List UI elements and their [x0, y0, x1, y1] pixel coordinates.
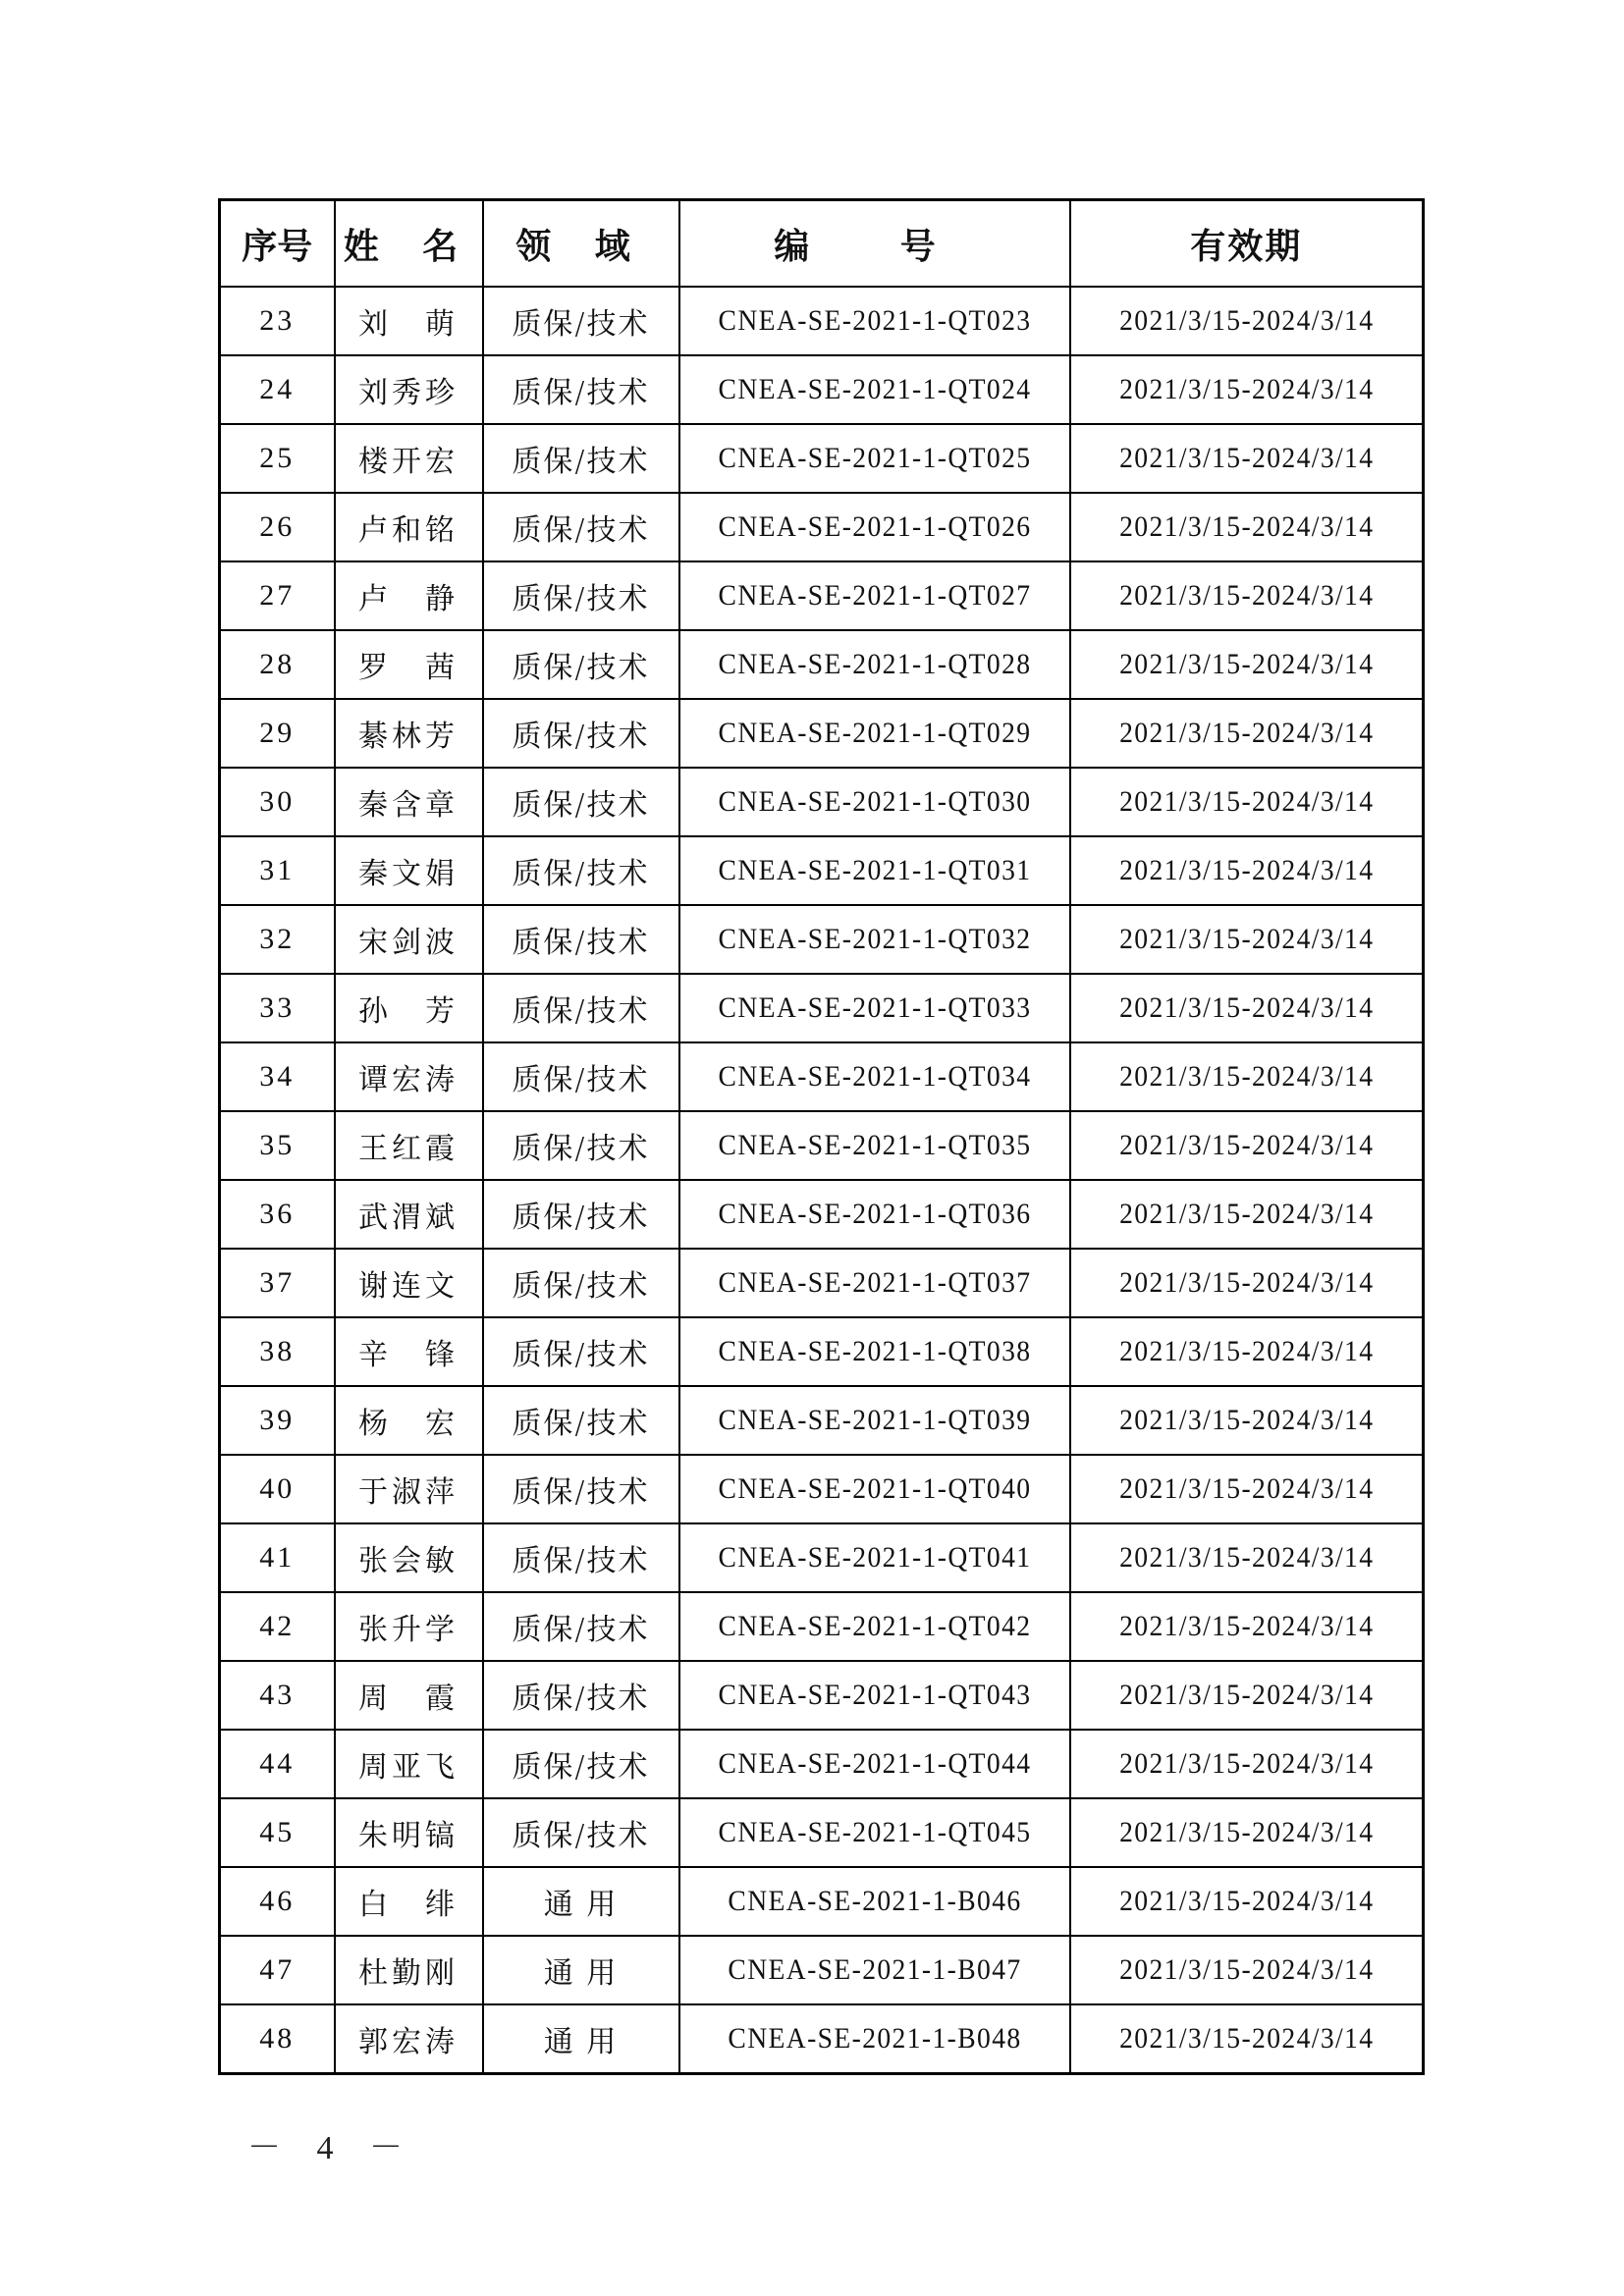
- cell-field: 通 用: [483, 2004, 679, 2074]
- cell-name: 张会敏: [335, 1523, 483, 1592]
- table-row: [220, 1386, 1424, 1455]
- cell-field: 质保/技术: [483, 1661, 679, 1730]
- table-row: [220, 1317, 1424, 1386]
- cell-validity: 2021/3/15-2024/3/14: [1084, 493, 1409, 561]
- cell-index: 36: [220, 1180, 335, 1249]
- table-row: [220, 836, 1424, 905]
- cell-field: 质保/技术: [483, 1523, 679, 1592]
- cell-field: 质保/技术: [483, 287, 679, 355]
- table-row: [220, 974, 1424, 1042]
- cell-code: CNEA-SE-2021-1-QT033: [694, 974, 1054, 1042]
- table-row: [220, 1730, 1424, 1798]
- cell-name: 綦林芳: [335, 699, 483, 768]
- cell-field: 质保/技术: [483, 836, 679, 905]
- cell-validity: 2021/3/15-2024/3/14: [1084, 1592, 1409, 1661]
- cell-index: 30: [220, 768, 335, 836]
- cell-index: 37: [220, 1249, 335, 1317]
- cell-name: 杜勤刚: [335, 1936, 483, 2004]
- cell-name: 周亚飞: [335, 1730, 483, 1798]
- cell-code: CNEA-SE-2021-1-QT028: [694, 630, 1054, 699]
- table-row: [220, 1523, 1424, 1592]
- table-row: [220, 1936, 1424, 2004]
- cell-name: 卢 静: [335, 561, 483, 630]
- cell-validity: 2021/3/15-2024/3/14: [1084, 768, 1409, 836]
- cell-code: CNEA-SE-2021-1-QT029: [694, 699, 1054, 768]
- cell-field: 质保/技术: [483, 355, 679, 424]
- cell-validity: 2021/3/15-2024/3/14: [1084, 561, 1409, 630]
- table-row: [220, 1455, 1424, 1523]
- cell-validity: 2021/3/15-2024/3/14: [1084, 1661, 1409, 1730]
- header-index: 序号: [220, 200, 335, 288]
- cell-field: 质保/技术: [483, 699, 679, 768]
- table-row: [220, 905, 1424, 974]
- cell-name: 白 绯: [335, 1867, 483, 1936]
- table-row: [220, 1798, 1424, 1867]
- cell-validity: 2021/3/15-2024/3/14: [1084, 2004, 1409, 2074]
- cell-code: CNEA-SE-2021-1-QT034: [694, 1042, 1054, 1111]
- cell-index: 24: [220, 355, 335, 424]
- cell-field: 质保/技术: [483, 630, 679, 699]
- cell-validity: 2021/3/15-2024/3/14: [1084, 630, 1409, 699]
- table-row: [220, 1180, 1424, 1249]
- cell-code: CNEA-SE-2021-1-B048: [694, 2004, 1054, 2074]
- table-row: [220, 424, 1424, 493]
- cell-validity: 2021/3/15-2024/3/14: [1084, 355, 1409, 424]
- header-validity: 有效期: [1070, 200, 1424, 288]
- cell-code: CNEA-SE-2021-1-QT036: [694, 1180, 1054, 1249]
- cell-validity: 2021/3/15-2024/3/14: [1084, 1317, 1409, 1386]
- cell-validity: 2021/3/15-2024/3/14: [1084, 424, 1409, 493]
- cell-index: 35: [220, 1111, 335, 1180]
- cell-name: 宋剑波: [335, 905, 483, 974]
- table-row: [220, 1111, 1424, 1180]
- cell-code: CNEA-SE-2021-1-QT045: [694, 1798, 1054, 1867]
- cell-index: 25: [220, 424, 335, 493]
- cell-validity: 2021/3/15-2024/3/14: [1084, 1455, 1409, 1523]
- cell-field: 质保/技术: [483, 905, 679, 974]
- table-row: [220, 1592, 1424, 1661]
- cell-index: 38: [220, 1317, 335, 1386]
- cell-index: 45: [220, 1798, 335, 1867]
- page-number: － 4 －: [247, 2130, 416, 2166]
- cell-validity: 2021/3/15-2024/3/14: [1084, 1867, 1409, 1936]
- cell-validity: 2021/3/15-2024/3/14: [1084, 1386, 1409, 1455]
- cell-name: 武渭斌: [335, 1180, 483, 1249]
- header-field: 领 域: [483, 200, 679, 288]
- cell-index: 29: [220, 699, 335, 768]
- cell-code: CNEA-SE-2021-1-QT030: [694, 768, 1054, 836]
- cell-index: 40: [220, 1455, 335, 1523]
- cell-code: CNEA-SE-2021-1-QT044: [694, 1730, 1054, 1798]
- cell-name: 谭宏涛: [335, 1042, 483, 1111]
- cell-name: 于淑萍: [335, 1455, 483, 1523]
- cell-index: 28: [220, 630, 335, 699]
- cell-code: CNEA-SE-2021-1-QT035: [694, 1111, 1054, 1180]
- cell-index: 31: [220, 836, 335, 905]
- cell-field: 质保/技术: [483, 1111, 679, 1180]
- cell-code: CNEA-SE-2021-1-QT031: [694, 836, 1054, 905]
- cell-code: CNEA-SE-2021-1-QT032: [694, 905, 1054, 974]
- table-row: [220, 699, 1424, 768]
- cell-field: 质保/技术: [483, 1592, 679, 1661]
- cell-name: 王红霞: [335, 1111, 483, 1180]
- cell-name: 秦含章: [335, 768, 483, 836]
- cell-code: CNEA-SE-2021-1-QT039: [694, 1386, 1054, 1455]
- cell-code: CNEA-SE-2021-1-B047: [694, 1936, 1054, 2004]
- cell-code: CNEA-SE-2021-1-QT040: [694, 1455, 1054, 1523]
- cell-validity: 2021/3/15-2024/3/14: [1084, 1798, 1409, 1867]
- cell-validity: 2021/3/15-2024/3/14: [1084, 836, 1409, 905]
- cell-field: 质保/技术: [483, 1042, 679, 1111]
- cell-validity: 2021/3/15-2024/3/14: [1084, 699, 1409, 768]
- cell-index: 33: [220, 974, 335, 1042]
- cell-index: 48: [220, 2004, 335, 2074]
- cell-index: 23: [220, 287, 335, 355]
- cell-field: 通 用: [483, 1867, 679, 1936]
- cell-field: 质保/技术: [483, 1730, 679, 1798]
- cell-validity: 2021/3/15-2024/3/14: [1084, 287, 1409, 355]
- cell-code: CNEA-SE-2021-1-QT023: [694, 287, 1054, 355]
- cell-code: CNEA-SE-2021-1-QT025: [694, 424, 1054, 493]
- cell-field: 质保/技术: [483, 1249, 679, 1317]
- header-name: 姓 名: [335, 200, 483, 288]
- cell-field: 质保/技术: [483, 768, 679, 836]
- header-code: 编 号: [679, 200, 1070, 288]
- cell-field: 质保/技术: [483, 1386, 679, 1455]
- cell-validity: 2021/3/15-2024/3/14: [1084, 1180, 1409, 1249]
- cell-validity: 2021/3/15-2024/3/14: [1084, 1936, 1409, 2004]
- table-row: [220, 1249, 1424, 1317]
- cell-index: 34: [220, 1042, 335, 1111]
- table-row: [220, 1042, 1424, 1111]
- cell-name: 朱明镐: [335, 1798, 483, 1867]
- cell-code: CNEA-SE-2021-1-QT026: [694, 493, 1054, 561]
- cell-field: 质保/技术: [483, 1798, 679, 1867]
- cell-index: 44: [220, 1730, 335, 1798]
- cell-field: 通 用: [483, 1936, 679, 2004]
- cell-index: 39: [220, 1386, 335, 1455]
- cell-validity: 2021/3/15-2024/3/14: [1084, 1730, 1409, 1798]
- cell-name: 刘秀珍: [335, 355, 483, 424]
- cell-index: 43: [220, 1661, 335, 1730]
- table-row: [220, 493, 1424, 561]
- cell-field: 质保/技术: [483, 974, 679, 1042]
- table-row: [220, 630, 1424, 699]
- cell-validity: 2021/3/15-2024/3/14: [1084, 1111, 1409, 1180]
- table-row: [220, 1661, 1424, 1730]
- cell-index: 47: [220, 1936, 335, 2004]
- table-row: [220, 768, 1424, 836]
- table-row: [220, 287, 1424, 355]
- cell-index: 42: [220, 1592, 335, 1661]
- cell-validity: 2021/3/15-2024/3/14: [1084, 974, 1409, 1042]
- cell-code: CNEA-SE-2021-1-QT037: [694, 1249, 1054, 1317]
- cell-index: 27: [220, 561, 335, 630]
- cell-code: CNEA-SE-2021-1-QT027: [694, 561, 1054, 630]
- cell-name: 郭宏涛: [335, 2004, 483, 2074]
- cell-name: 辛 锋: [335, 1317, 483, 1386]
- cell-field: 质保/技术: [483, 1317, 679, 1386]
- cell-name: 卢和铭: [335, 493, 483, 561]
- cell-validity: 2021/3/15-2024/3/14: [1084, 1042, 1409, 1111]
- cell-code: CNEA-SE-2021-1-QT024: [694, 355, 1054, 424]
- cell-field: 质保/技术: [483, 424, 679, 493]
- table-row: [220, 2004, 1424, 2074]
- cell-name: 杨 宏: [335, 1386, 483, 1455]
- cell-name: 刘 萌: [335, 287, 483, 355]
- cell-code: CNEA-SE-2021-1-QT038: [694, 1317, 1054, 1386]
- table-header-row: [220, 200, 1424, 288]
- cell-index: 26: [220, 493, 335, 561]
- table-row: [220, 561, 1424, 630]
- cell-field: 质保/技术: [483, 561, 679, 630]
- cell-code: CNEA-SE-2021-1-QT043: [694, 1661, 1054, 1730]
- cell-code: CNEA-SE-2021-1-QT042: [694, 1592, 1054, 1661]
- cell-name: 秦文娟: [335, 836, 483, 905]
- cell-code: CNEA-SE-2021-1-QT041: [694, 1523, 1054, 1592]
- cell-name: 孙 芳: [335, 974, 483, 1042]
- cell-validity: 2021/3/15-2024/3/14: [1084, 905, 1409, 974]
- cell-index: 32: [220, 905, 335, 974]
- table-row: [220, 1867, 1424, 1936]
- cell-name: 谢连文: [335, 1249, 483, 1317]
- cell-validity: 2021/3/15-2024/3/14: [1084, 1523, 1409, 1592]
- certificate-table: [218, 198, 1425, 2075]
- cell-name: 张升学: [335, 1592, 483, 1661]
- cell-name: 罗 茜: [335, 630, 483, 699]
- cell-name: 周 霞: [335, 1661, 483, 1730]
- table-body: [220, 287, 1424, 2074]
- cell-validity: 2021/3/15-2024/3/14: [1084, 1249, 1409, 1317]
- table-row: [220, 355, 1424, 424]
- cell-name: 楼开宏: [335, 424, 483, 493]
- cell-field: 质保/技术: [483, 1455, 679, 1523]
- cell-index: 41: [220, 1523, 335, 1592]
- cell-code: CNEA-SE-2021-1-B046: [694, 1867, 1054, 1936]
- cell-index: 46: [220, 1867, 335, 1936]
- cell-field: 质保/技术: [483, 493, 679, 561]
- cell-field: 质保/技术: [483, 1180, 679, 1249]
